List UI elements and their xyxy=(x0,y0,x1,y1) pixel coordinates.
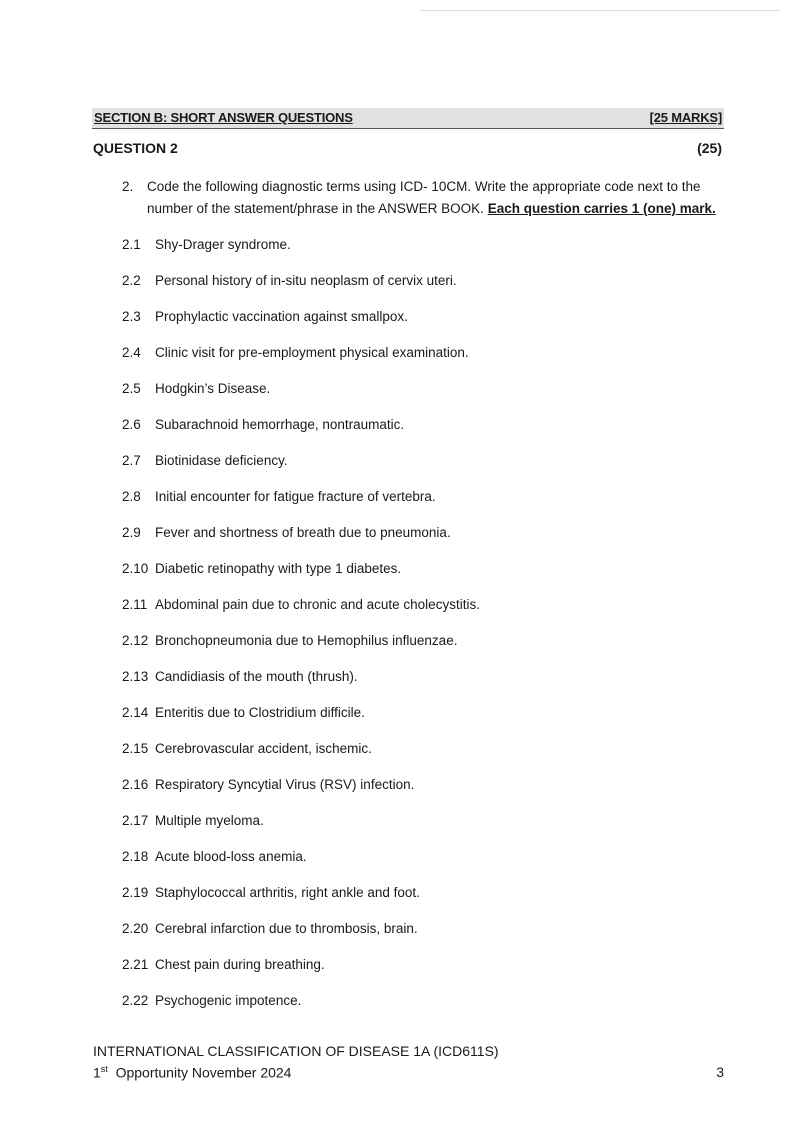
question-marks: (25) xyxy=(697,140,722,156)
item-number: 2.15 xyxy=(122,741,149,756)
item-number: 2.9 xyxy=(122,525,141,540)
item-number: 2.2 xyxy=(122,273,141,288)
question-title: QUESTION 2 xyxy=(93,140,178,156)
item-number: 2.14 xyxy=(122,705,149,720)
section-marks: [25 MARKS] xyxy=(649,110,722,125)
item-number: 2.17 xyxy=(122,813,149,828)
opportunity-text: Opportunity November 2024 xyxy=(115,1064,292,1081)
item-text: Initial encounter for fatigue fracture of vertebra. xyxy=(155,489,436,504)
item-text: Multiple myeloma. xyxy=(155,813,264,828)
item-text: Personal history of in-situ neoplasm of cervix uteri. xyxy=(155,273,457,288)
item-text: Staphylococcal arthritis, right ankle and foot. xyxy=(155,885,420,900)
question-item xyxy=(122,741,372,756)
instruction-emphasis: Each question carries 1 (one) mark. xyxy=(487,201,716,216)
question-item xyxy=(122,597,480,612)
footer-opportunity xyxy=(93,1064,291,1081)
item-number: 2.4 xyxy=(122,345,141,360)
scan-artifact-line xyxy=(420,10,780,11)
question-item xyxy=(122,237,291,252)
item-number: 2.8 xyxy=(122,489,141,504)
question-item xyxy=(122,993,301,1008)
item-number: 2.1 xyxy=(122,237,141,252)
item-text: Subarachnoid hemorrhage, nontraumatic. xyxy=(155,417,405,432)
item-number: 2.18 xyxy=(122,849,149,864)
item-number: 2.22 xyxy=(122,993,149,1008)
question-item xyxy=(122,561,401,576)
ordinal: 1 xyxy=(93,1064,101,1081)
item-number: 2.10 xyxy=(122,561,149,576)
item-number: 2.16 xyxy=(122,777,149,792)
question-item xyxy=(122,813,264,828)
instruction-text: Code the following diagnostic terms using ICD- 10CM. Write the appropriate code next to the number of the statement/phrase in the ANSWER BOOK. xyxy=(147,179,701,216)
question-item xyxy=(122,957,325,972)
question-item xyxy=(122,381,270,396)
item-text: Candidiasis of the mouth (thrush). xyxy=(155,669,358,684)
question-item xyxy=(122,453,288,468)
ordinal-suffix: st xyxy=(100,1064,108,1074)
item-text: Fever and shortness of breath due to pneumonia. xyxy=(155,525,451,540)
question-item xyxy=(122,489,436,504)
instruction xyxy=(122,176,732,220)
item-text: Biotinidase deficiency. xyxy=(155,453,288,468)
question-item xyxy=(122,633,457,648)
question-item xyxy=(122,345,469,360)
page-number: 3 xyxy=(716,1064,724,1080)
item-number: 2.7 xyxy=(122,453,141,468)
question-item xyxy=(122,669,358,684)
section-title: SECTION B: SHORT ANSWER QUESTIONS xyxy=(94,110,353,125)
item-text: Diabetic retinopathy with type 1 diabetes. xyxy=(155,561,402,576)
footer-course: INTERNATIONAL CLASSIFICATION OF DISEASE 1A (ICD611S) xyxy=(93,1043,499,1059)
question-item xyxy=(122,777,414,792)
item-text: Respiratory Syncytial Virus (RSV) infection. xyxy=(155,777,415,792)
question-item xyxy=(122,885,420,900)
item-text: Cerebral infarction due to thrombosis, brain. xyxy=(155,921,418,936)
item-text: Clinic visit for pre-employment physical examination. xyxy=(155,345,469,360)
item-number: 2.20 xyxy=(122,921,149,936)
question-item xyxy=(122,417,404,432)
item-number: 2.11 xyxy=(122,597,148,612)
question-item xyxy=(122,921,418,936)
item-number: 2.6 xyxy=(122,417,141,432)
item-text: Cerebrovascular accident, ischemic. xyxy=(155,741,372,756)
item-number: 2.12 xyxy=(122,633,149,648)
item-number: 2.21 xyxy=(122,957,149,972)
item-text: Abdominal pain due to chronic and acute cholecystitis. xyxy=(155,597,480,612)
item-number: 2.19 xyxy=(122,885,149,900)
item-text: Shy-Drager syndrome. xyxy=(155,237,291,252)
item-text: Psychogenic impotence. xyxy=(155,993,302,1008)
question-item xyxy=(122,309,408,324)
item-number: 2.13 xyxy=(122,669,149,684)
question-item xyxy=(122,849,307,864)
instruction-number: 2. xyxy=(122,179,134,194)
item-text: Acute blood-loss anemia. xyxy=(155,849,307,864)
item-text: Enteritis due to Clostridium difficile. xyxy=(155,705,365,720)
item-text: Chest pain during breathing. xyxy=(155,957,325,972)
question-item xyxy=(122,273,457,288)
item-text: Hodgkin’s Disease. xyxy=(155,381,271,396)
item-text: Bronchopneumonia due to Hemophilus influenzae. xyxy=(155,633,458,648)
question-item xyxy=(122,705,365,720)
section-header xyxy=(92,108,724,129)
item-number: 2.3 xyxy=(122,309,141,324)
question-item xyxy=(122,525,451,540)
item-text: Prophylactic vaccination against smallpox. xyxy=(155,309,408,324)
item-number: 2.5 xyxy=(122,381,141,396)
